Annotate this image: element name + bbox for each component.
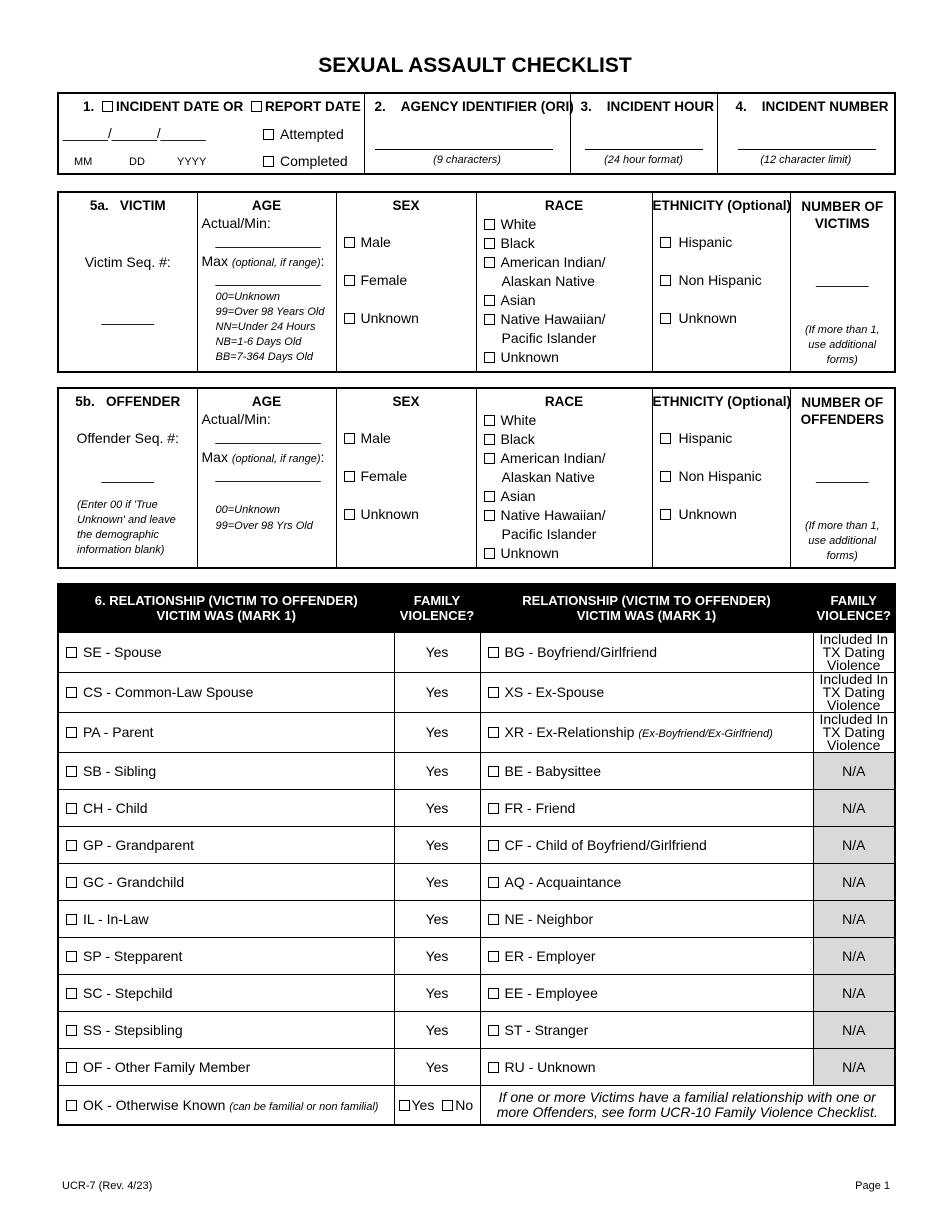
victim-age-actual-input[interactable]: ______________: [215, 233, 321, 248]
offender-count-note: (If more than 1, use additional forms): [804, 520, 880, 562]
relationship-option-xr[interactable]: XR - Ex-Relationship (Ex-Boyfriend/Ex-Girlfriend): [480, 712, 813, 752]
offender-race-american-indian-checkbox[interactable]: [484, 453, 495, 464]
victim-seq-input[interactable]: _______: [101, 310, 155, 325]
offender-seq-note: (Enter 00 if 'True Unknown' and leave the demographic information blank): [77, 499, 176, 556]
family-violence-header-left: FAMILY VIOLENCE?: [394, 584, 480, 632]
table-row: [58, 672, 895, 712]
offender-ethnicity-unknown-checkbox[interactable]: [660, 509, 671, 520]
dd-label: DD: [129, 156, 145, 168]
victim-age-max-input[interactable]: ______________: [215, 271, 321, 286]
victim-sex-header: SEX: [392, 198, 420, 213]
offender-age-max-input[interactable]: ______________: [215, 467, 321, 482]
offender-race-white[interactable]: White: [484, 411, 606, 430]
offender-race-black-checkbox[interactable]: [484, 434, 495, 445]
yyyy-label: YYYY: [177, 156, 207, 168]
table-row: [58, 974, 895, 1011]
offender-age-codes: 00=Unknown 99=Over 98 Yrs Old: [215, 504, 313, 532]
table-row: [58, 1085, 895, 1125]
family-violence-na: N/A: [813, 1011, 895, 1048]
relationship-option-il[interactable]: IL - In-Law: [58, 900, 394, 937]
offender-race-unknown-checkbox[interactable]: [484, 548, 495, 559]
relationship-sp-checkbox[interactable]: [66, 951, 77, 962]
victim-count-cell: [790, 192, 895, 372]
table-row: [58, 937, 895, 974]
offender-sex-unknown[interactable]: Unknown: [344, 506, 419, 522]
offender-sex-header: SEX: [392, 394, 420, 409]
victim-race-native-hawaiian[interactable]: Native Hawaiian/: [484, 310, 606, 329]
victim-ethnicity-hispanic-checkbox[interactable]: [660, 237, 671, 248]
relationship-st-checkbox[interactable]: [488, 1025, 499, 1036]
offender-label: OFFENDER: [106, 394, 181, 409]
offender-race-native-hawaiian-checkbox[interactable]: [484, 510, 495, 521]
relationship-cf-checkbox[interactable]: [488, 840, 499, 851]
relationship-option-bg[interactable]: BG - Boyfriend/Girlfriend: [480, 632, 813, 672]
victim-sex-female-checkbox[interactable]: [344, 275, 355, 286]
victim-race-american-indian[interactable]: American Indian/: [484, 253, 606, 272]
family-violence-no-checkbox[interactable]: [442, 1100, 453, 1111]
offender-race-asian-checkbox[interactable]: [484, 491, 495, 502]
victim-race-cell: RACE White Black American Indian/ Alaskan Native Asian Native Hawaiian/ Pacific Islander Unknown: [476, 192, 652, 372]
victim-label: VICTIM: [119, 198, 166, 213]
offender-ethnicity-hispanic-checkbox[interactable]: [660, 433, 671, 444]
completed-checkbox[interactable]: [263, 156, 274, 167]
date-input[interactable]: ______/______/______: [63, 126, 206, 141]
offender-age-actual-input[interactable]: ______________: [215, 429, 321, 444]
page-title: SEXUAL ASSAULT CHECKLIST: [318, 54, 632, 77]
offender-race-asian[interactable]: Asian: [484, 487, 606, 506]
relationship-header-left: 6. RELATIONSHIP (VICTIM TO OFFENDER) VICTIM WAS (MARK 1): [58, 584, 394, 632]
victim-sex-unknown[interactable]: Unknown: [344, 310, 419, 326]
table-row: [58, 1011, 895, 1048]
agency-identifier-hint: (9 characters): [433, 154, 501, 166]
relationship-aq-checkbox[interactable]: [488, 877, 499, 888]
relationship-ss-checkbox[interactable]: [66, 1025, 77, 1036]
relationship-bg-checkbox[interactable]: [488, 647, 499, 658]
relationship-option-ne[interactable]: NE - Neighbor: [480, 900, 813, 937]
family-violence-value: Yes: [394, 937, 480, 974]
page-number: Page 1: [855, 1180, 890, 1192]
relationship-option-st[interactable]: ST - Stranger: [480, 1011, 813, 1048]
dating-violence-note: Included In TX Dating Violence: [813, 712, 895, 752]
offender-race-cell: RACE White Black American Indian/ Alaskan Native Asian Native Hawaiian/ Pacific Islander Unknown: [476, 388, 652, 568]
victim-age-codes: 00=Unknown 99=Over 98 Years Old NN=Under 24 Hours NB=1-6 Days Old BB=7-364 Days Old: [215, 291, 325, 363]
table-row: [58, 752, 895, 789]
offender-count-input[interactable]: _______: [815, 468, 869, 483]
family-violence-value: Yes: [394, 632, 480, 672]
victim-sex-cell: [336, 192, 476, 372]
relationship-ee-checkbox[interactable]: [488, 988, 499, 999]
table-row: [58, 826, 895, 863]
relationship-ru-checkbox[interactable]: [488, 1062, 499, 1073]
family-violence-value: Yes: [394, 672, 480, 712]
agency-identifier-cell: 2. AGENCY IDENTIFIER (ORI) (9 characters): [364, 93, 570, 174]
relationship-option-cs[interactable]: CS - Common-Law Spouse: [58, 672, 394, 712]
victim-ethnicity-non-hispanic[interactable]: Non Hispanic: [660, 272, 762, 288]
victim-table: [57, 191, 896, 373]
incident-hour-cell: 3. INCIDENT HOUR (24 hour format): [570, 93, 717, 174]
family-violence-value: Yes: [394, 900, 480, 937]
victim-race-white[interactable]: White: [484, 215, 606, 234]
incident-date-cell: 1. INCIDENT DATE OR REPORT DATE ______/______/______ Attempted Completed MM DD YYYY: [58, 93, 364, 174]
dating-violence-note: Included In TX Dating Violence: [813, 672, 895, 712]
victim-race-white-checkbox[interactable]: [484, 219, 495, 230]
offender-sex-unknown-checkbox[interactable]: [344, 509, 355, 520]
victim-ethnicity-header: ETHNICITY (Optional): [652, 198, 791, 213]
relationship-option-xs[interactable]: XS - Ex-Spouse: [480, 672, 813, 712]
relationship-option-sc[interactable]: SC - Stepchild: [58, 974, 394, 1011]
offender-ethnicity-hispanic[interactable]: Hispanic: [660, 430, 733, 446]
offender-ethnicity-non-hispanic[interactable]: Non Hispanic: [660, 468, 762, 484]
relationship-xr-checkbox[interactable]: [488, 727, 499, 738]
incident-number-input[interactable]: [738, 134, 876, 150]
relationship-option-pa[interactable]: PA - Parent: [58, 712, 394, 752]
victim-sex-male-checkbox[interactable]: [344, 237, 355, 248]
offender-count-header: NUMBER OF OFFENDERS: [800, 395, 884, 427]
agency-identifier-input[interactable]: [375, 134, 553, 150]
victim-ethnicity-unknown-checkbox[interactable]: [660, 313, 671, 324]
offender-age-header: AGE: [251, 394, 282, 409]
victim-age-header: AGE: [251, 198, 282, 213]
victim-ethnicity-cell: [652, 192, 790, 372]
offender-sex-male[interactable]: Male: [344, 430, 391, 446]
table-row: [58, 712, 895, 752]
relationship-xs-checkbox[interactable]: [488, 687, 499, 698]
incident-header-table: [57, 92, 896, 175]
relationship-option-ru[interactable]: RU - Unknown: [480, 1048, 813, 1085]
relationship-il-checkbox[interactable]: [66, 914, 77, 925]
dating-violence-note: Included In TX Dating Violence: [813, 632, 895, 672]
relationship-cs-checkbox[interactable]: [66, 687, 77, 698]
incident-hour-hint: (24 hour format): [604, 154, 683, 166]
incident-number-cell: 4. INCIDENT NUMBER (12 character limit): [717, 93, 895, 174]
incident-date-checkbox[interactable]: [102, 101, 113, 112]
offender-ethnicity-unknown[interactable]: Unknown: [660, 506, 737, 522]
victim-age-cell: [197, 192, 336, 372]
incident-date-label: INCIDENT DATE OR: [116, 99, 244, 114]
relationship-sb-checkbox[interactable]: [66, 766, 77, 777]
incident-number-label: INCIDENT NUMBER: [761, 99, 889, 114]
family-violence-value: Yes: [394, 974, 480, 1011]
completed-option[interactable]: Completed: [263, 153, 348, 169]
family-violence-na: N/A: [813, 900, 895, 937]
report-date-label: REPORT DATE: [265, 99, 361, 114]
offender-race-black[interactable]: Black: [484, 430, 606, 449]
victim-race-asian[interactable]: Asian: [484, 291, 606, 310]
victim-count-header: NUMBER OF VICTIMS: [801, 199, 884, 231]
family-violence-na: N/A: [813, 826, 895, 863]
relationship-table: [57, 583, 896, 1126]
relationship-option-ok[interactable]: OK - Otherwise Known (can be familial or non familial): [58, 1085, 394, 1125]
offender-age-max-label: Max (optional, if range):: [201, 449, 325, 465]
offender-ethnicity-non-hispanic-checkbox[interactable]: [660, 471, 671, 482]
victim-sex-unknown-checkbox[interactable]: [344, 313, 355, 324]
relationship-option-sb[interactable]: SB - Sibling: [58, 752, 394, 789]
attempted-option[interactable]: Attempted: [263, 126, 344, 142]
relationship-be-checkbox[interactable]: [488, 766, 499, 777]
incident-hour-input[interactable]: [585, 134, 703, 150]
incident-number-hint: (12 character limit): [760, 154, 852, 166]
relationship-gc-checkbox[interactable]: [66, 877, 77, 888]
table-row: [58, 632, 895, 672]
family-violence-yes-no: Yes No: [394, 1085, 480, 1125]
relationship-er-checkbox[interactable]: [488, 951, 499, 962]
relationship-sc-checkbox[interactable]: [66, 988, 77, 999]
family-violence-value: Yes: [394, 863, 480, 900]
offender-sex-male-checkbox[interactable]: [344, 433, 355, 444]
table-row: [58, 863, 895, 900]
relationship-option-fr[interactable]: FR - Friend: [480, 789, 813, 826]
offender-ethnicity-header: ETHNICITY (Optional): [652, 394, 791, 409]
relationship-option-be[interactable]: BE - Babysittee: [480, 752, 813, 789]
offender-race-native-hawaiian[interactable]: Native Hawaiian/: [484, 506, 606, 525]
victim-race-american-indian-checkbox[interactable]: [484, 257, 495, 268]
family-violence-na: N/A: [813, 752, 895, 789]
victim-ethnicity-non-hispanic-checkbox[interactable]: [660, 275, 671, 286]
relationship-option-ss[interactable]: SS - Stepsibling: [58, 1011, 394, 1048]
offender-ethnicity-cell: [652, 388, 790, 568]
family-violence-na: N/A: [813, 937, 895, 974]
offender-sex-female[interactable]: Female: [344, 468, 408, 484]
offender-race-unknown[interactable]: Unknown: [484, 544, 606, 563]
family-violence-yes-checkbox[interactable]: [399, 1100, 410, 1111]
victim-count-input[interactable]: _______: [815, 272, 869, 287]
relationship-ok-checkbox[interactable]: [66, 1100, 77, 1111]
victim-ethnicity-unknown[interactable]: Unknown: [660, 310, 737, 326]
offender-race-header: RACE: [544, 394, 584, 409]
family-violence-header-right: FAMILY VIOLENCE?: [813, 584, 895, 632]
relationship-option-gp[interactable]: GP - Grandparent: [58, 826, 394, 863]
family-violence-value: Yes: [394, 1011, 480, 1048]
victim-ethnicity-hispanic[interactable]: Hispanic: [660, 234, 733, 250]
mm-label: MM: [74, 156, 93, 168]
table-row: [58, 1048, 895, 1085]
family-violence-na: N/A: [813, 863, 895, 900]
offender-sex-female-checkbox[interactable]: [344, 471, 355, 482]
victim-race-black[interactable]: Black: [484, 234, 606, 253]
victim-race-native-hawaiian-checkbox[interactable]: [484, 314, 495, 325]
offender-table: [57, 387, 896, 569]
family-violence-na: N/A: [813, 974, 895, 1011]
relationship-option-se[interactable]: SE - Spouse: [58, 632, 394, 672]
offender-seq-input[interactable]: _______: [101, 468, 155, 483]
table-row: [58, 900, 895, 937]
family-violence-na: N/A: [813, 789, 895, 826]
relationship-gp-checkbox[interactable]: [66, 840, 77, 851]
relationship-option-sp[interactable]: SP - Stepparent: [58, 937, 394, 974]
victim-age-max-label: Max (optional, if range):: [201, 253, 325, 269]
relationship-ne-checkbox[interactable]: [488, 914, 499, 925]
family-violence-value: Yes: [394, 826, 480, 863]
relationship-option-er[interactable]: ER - Employer: [480, 937, 813, 974]
relationship-option-ee[interactable]: EE - Employee: [480, 974, 813, 1011]
offender-age-cell: [197, 388, 336, 568]
relationship-header-row: [58, 584, 895, 632]
table-row: [58, 789, 895, 826]
report-date-checkbox[interactable]: [251, 101, 262, 112]
family-violence-value: Yes: [394, 712, 480, 752]
relationship-ch-checkbox[interactable]: [66, 803, 77, 814]
family-violence-value: Yes: [394, 789, 480, 826]
victim-age-actual-label: Actual/Min:: [201, 215, 271, 231]
relationship-option-gc[interactable]: GC - Grandchild: [58, 863, 394, 900]
offender-age-actual-label: Actual/Min:: [201, 411, 271, 427]
family-violence-value: Yes: [394, 1048, 480, 1085]
relationship-option-aq[interactable]: AQ - Acquaintance: [480, 863, 813, 900]
victim-seq-label: Victim Seq. #:: [84, 254, 171, 270]
offender-race-white-checkbox[interactable]: [484, 415, 495, 426]
incident-hour-label: INCIDENT HOUR: [606, 99, 715, 114]
relationship-header-right: RELATIONSHIP (VICTIM TO OFFENDER) VICTIM WAS (MARK 1): [480, 584, 813, 632]
family-violence-na: N/A: [813, 1048, 895, 1085]
attempted-checkbox[interactable]: [263, 129, 274, 140]
victim-sex-male[interactable]: Male: [344, 234, 391, 250]
offender-sex-cell: [336, 388, 476, 568]
victim-race-unknown-checkbox[interactable]: [484, 352, 495, 363]
victim-count-note: (If more than 1, use additional forms): [804, 324, 880, 366]
victim-race-header: RACE: [544, 198, 584, 213]
relationship-se-checkbox[interactable]: [66, 647, 77, 658]
relationship-of-checkbox[interactable]: [66, 1062, 77, 1073]
relationship-option-cf[interactable]: CF - Child of Boyfriend/Girlfriend: [480, 826, 813, 863]
relationship-pa-checkbox[interactable]: [66, 727, 77, 738]
offender-count-cell: [790, 388, 895, 568]
victim-race-unknown[interactable]: Unknown: [484, 348, 606, 367]
relationship-option-ch[interactable]: CH - Child: [58, 789, 394, 826]
victim-race-black-checkbox[interactable]: [484, 238, 495, 249]
relationship-option-of[interactable]: OF - Other Family Member: [58, 1048, 394, 1085]
family-violence-value: Yes: [394, 752, 480, 789]
agency-identifier-label: AGENCY IDENTIFIER (ORI): [400, 99, 574, 114]
family-violence-checklist-note: If one or more Victims have a familial relationship with one or more Offenders, see form UCR-10 Family Violence Checklist.: [480, 1085, 895, 1125]
victim-sex-female[interactable]: Female: [344, 272, 408, 288]
form-number: UCR-7 (Rev. 4/23): [62, 1180, 153, 1192]
offender-id-cell: 5b. OFFENDER Offender Seq. #: _______ (Enter 00 if 'True Unknown' and leave the demographic information blank): [58, 388, 197, 568]
relationship-fr-checkbox[interactable]: [488, 803, 499, 814]
victim-race-asian-checkbox[interactable]: [484, 295, 495, 306]
offender-race-american-indian[interactable]: American Indian/: [484, 449, 606, 468]
victim-id-cell: 5a. VICTIM Victim Seq. #: _______: [58, 192, 197, 372]
offender-seq-label: Offender Seq. #:: [76, 430, 179, 446]
